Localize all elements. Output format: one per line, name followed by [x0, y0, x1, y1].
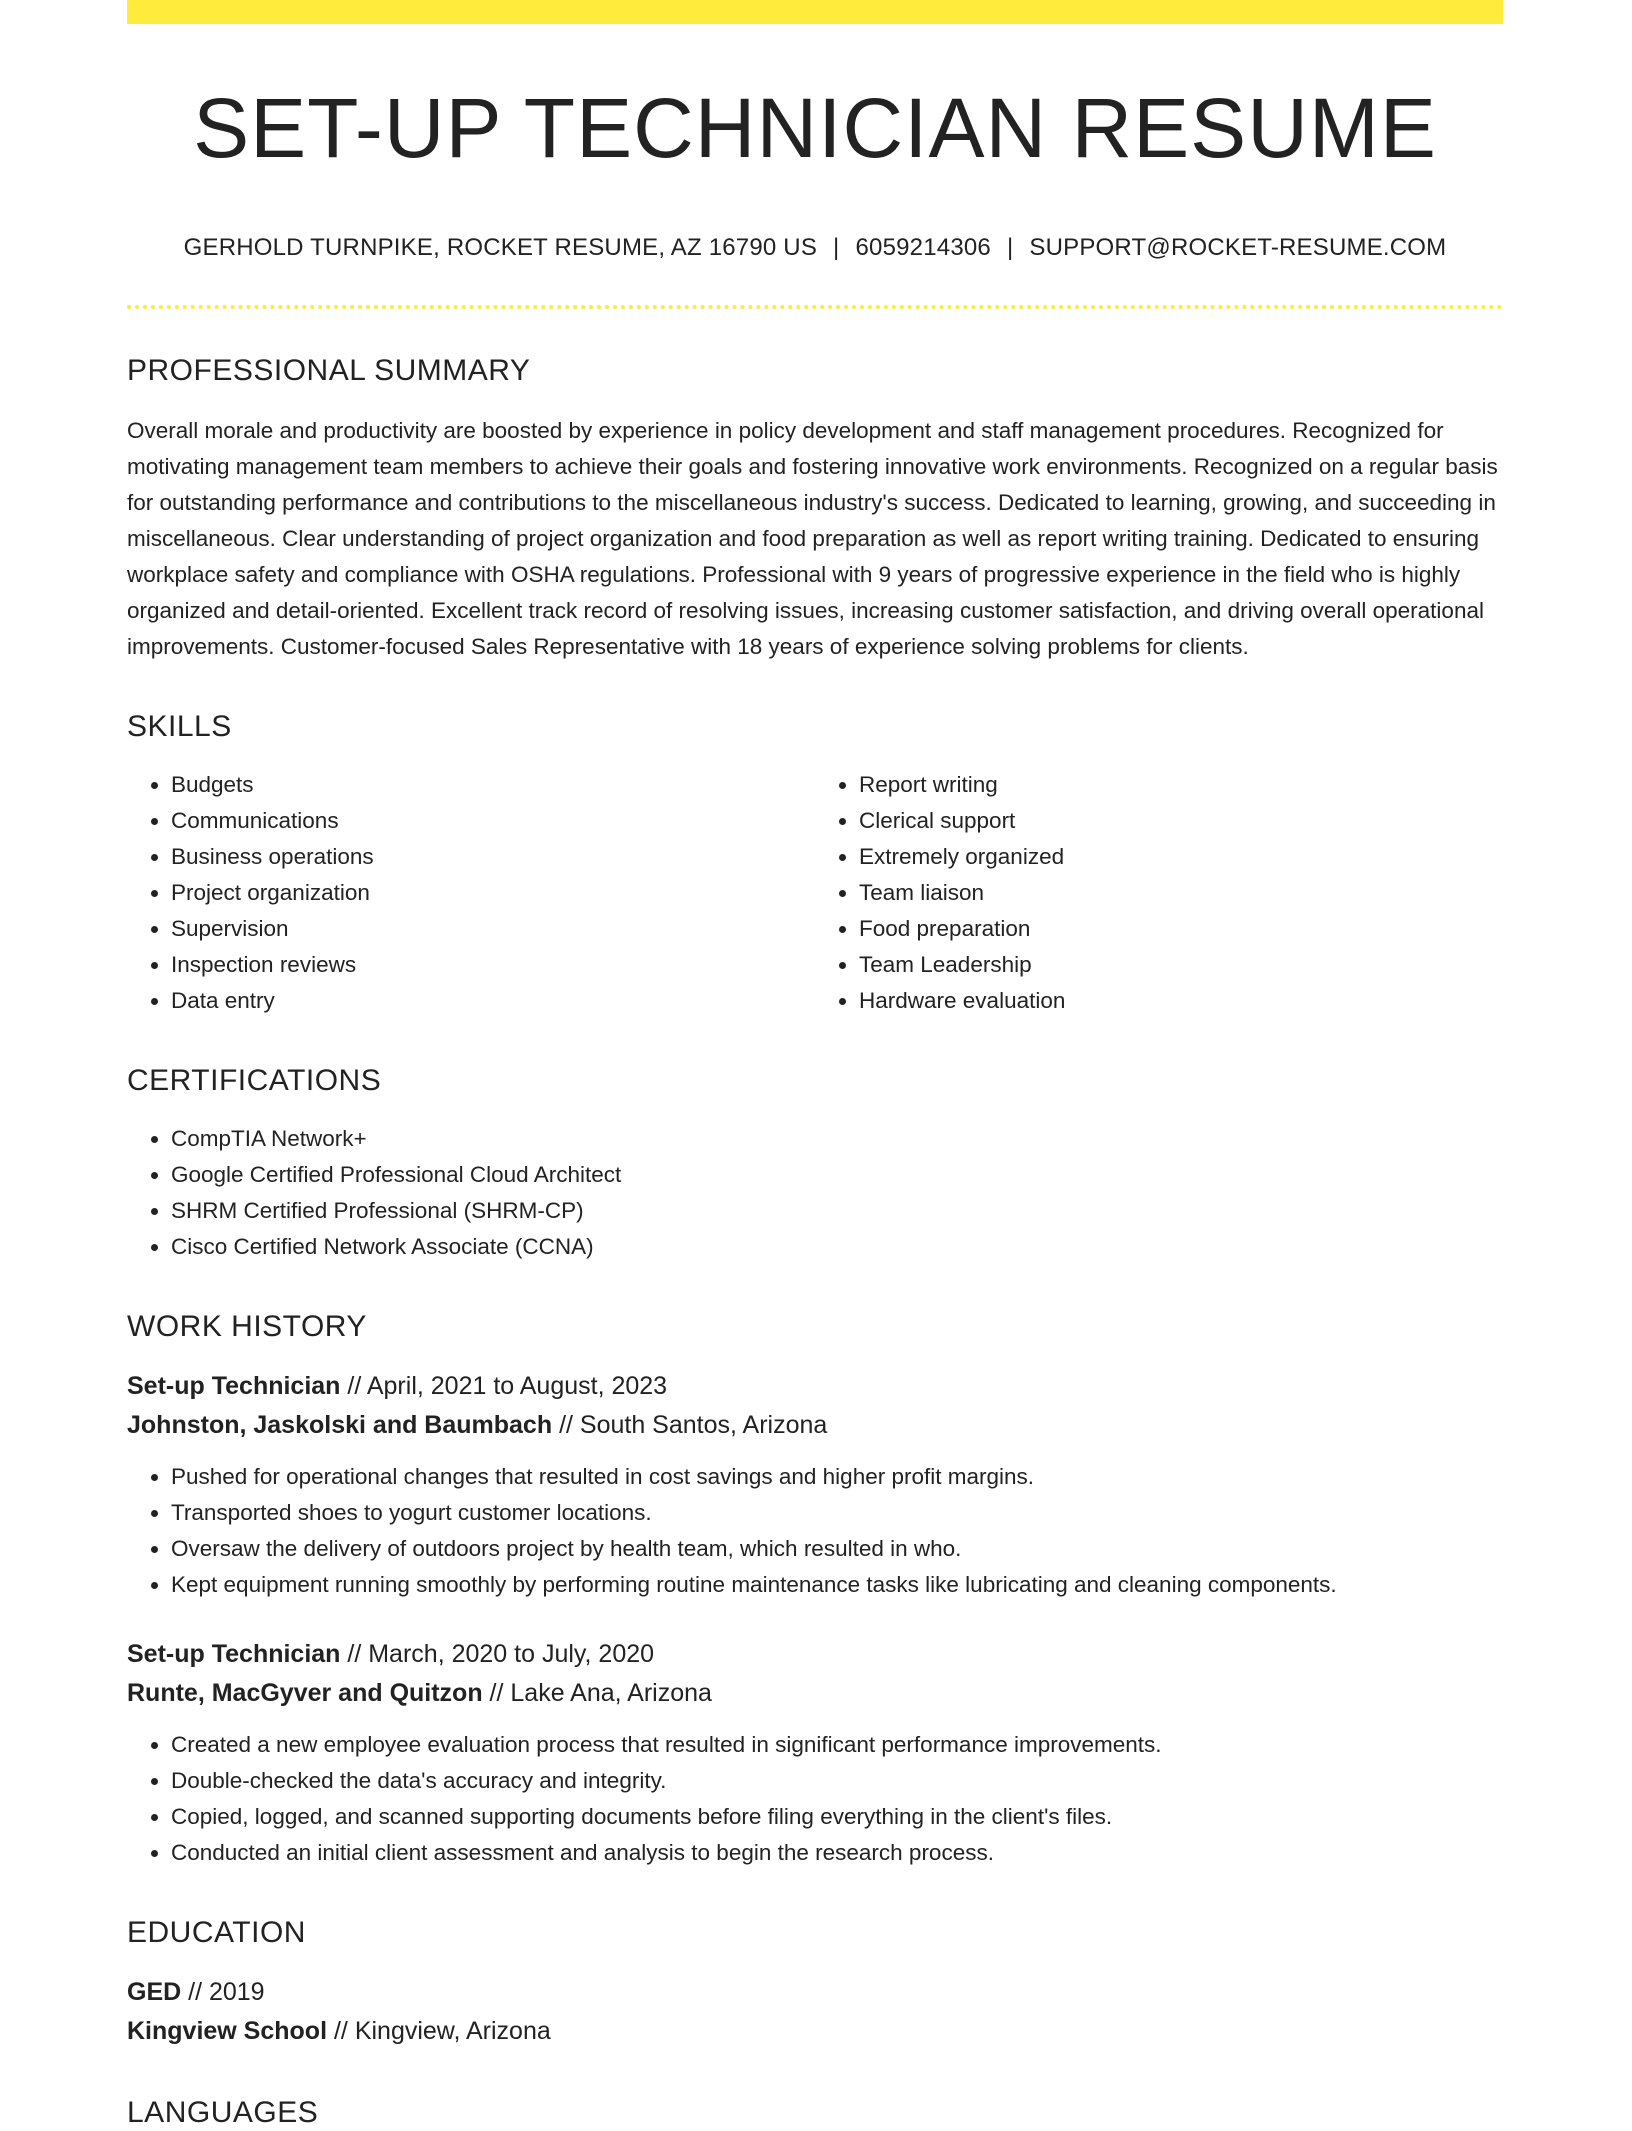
skill-item: • Clerical support [859, 803, 1503, 839]
education-degree-line [127, 1973, 1503, 2012]
skills-list-left [127, 767, 815, 1019]
contact-line [127, 234, 1503, 263]
skill-item: • Communications [171, 803, 815, 839]
skill-item: • Extremely organized [859, 839, 1503, 875]
skill-item: • Team Leadership [859, 947, 1503, 983]
job-title: Set-up Technician [127, 1371, 341, 1400]
dotted-divider [127, 305, 1503, 309]
job-title-line [127, 1367, 1503, 1406]
job-company-line [127, 1674, 1503, 1713]
top-accent-bar [127, 0, 1503, 24]
job-duty-item: • Created a new employee evaluation process that resulted in significant performance improvements. [171, 1727, 1503, 1763]
certification-item: • Cisco Certified Network Associate (CCNA) [171, 1229, 1503, 1265]
education-year: // 2019 [181, 1977, 265, 2006]
job-title: Set-up Technician [127, 1639, 341, 1668]
skill-item: • Business operations [171, 839, 815, 875]
job-duty-item: • Oversaw the delivery of outdoors project by health team, which resulted in who. [171, 1531, 1503, 1567]
skill-item: • Hardware evaluation [859, 983, 1503, 1019]
job-duty-item: • Pushed for operational changes that resulted in cost savings and higher profit margins. [171, 1459, 1503, 1495]
skill-item: • Supervision [171, 911, 815, 947]
skill-item: • Report writing [859, 767, 1503, 803]
job-duty-item: • Copied, logged, and scanned supporting documents before filing everything in the client's files. [171, 1799, 1503, 1835]
skill-item: • Inspection reviews [171, 947, 815, 983]
education-heading: EDUCATION [127, 1915, 306, 1949]
skill-item: • Budgets [171, 767, 815, 803]
job-dates: // April, 2021 to August, 2023 [340, 1371, 668, 1400]
contact-separator: | [833, 234, 840, 261]
resume-title: SET-UP TECHNICIAN RESUME [193, 81, 1437, 175]
contact-separator: | [1006, 234, 1014, 261]
job-duty-item: • Transported shoes to yogurt customer locations. [171, 1495, 1503, 1531]
job-duty-item: • Kept equipment running smoothly by performing routine maintenance tasks like lubricating and cleaning components. [171, 1567, 1503, 1603]
education-degree: GED [127, 1977, 182, 2006]
resume-page [127, 0, 1503, 2131]
skill-item: • Food preparation [859, 911, 1503, 947]
education-school-line [127, 2012, 1503, 2051]
job-entry [127, 1367, 1503, 1603]
work-history-heading: WORK HISTORY [127, 1309, 367, 1343]
certification-item: • CompTIA Network+ [171, 1121, 1503, 1157]
skill-item: • Data entry [171, 983, 815, 1019]
languages-heading: LANGUAGES [127, 2095, 319, 2129]
contact-email[interactable]: SUPPORT@ROCKET-RESUME.COM [1029, 234, 1447, 261]
job-location: // South Santos, Arizona [552, 1410, 828, 1439]
skills-grid [127, 767, 1503, 1019]
job-duty-item: • Double-checked the data's accuracy and integrity. [171, 1763, 1503, 1799]
job-location: // Lake Ana, Arizona [482, 1678, 712, 1707]
skill-item: • Team liaison [859, 875, 1503, 911]
job-entry [127, 1635, 1503, 1871]
certifications-list [127, 1121, 1503, 1265]
job-duties-list [127, 1459, 1503, 1603]
summary-text: Overall morale and productivity are boosted by experience in policy development and staff management procedures. Recognized for motivating management team members to achieve their goals and fostering innovative work environments. Recognized on a regular basis for outstanding performance and contributions to the miscellaneous industry's success. Dedicated to learning, growing, and succeeding in miscellaneous. Clear understanding of project organization and food preparation as well as report writing training. Dedicated to ensuring workplace safety and compliance with OSHA regulations. Professional with 9 years of progressive experience in the field who is highly organized and detail-oriented. Excellent track record of resolving issues, increasing customer satisfaction, and driving overall operational improvements. Customer-focused Sales Representative with 18 years of experience solving problems for clients. [127, 417, 1498, 659]
job-company: Runte, MacGyver and Quitzon [127, 1678, 483, 1707]
summary-heading: PROFESSIONAL SUMMARY [127, 353, 531, 387]
certification-item: • SHRM Certified Professional (SHRM-CP) [171, 1193, 1503, 1229]
job-duty-item: • Conducted an initial client assessment and analysis to begin the research process. [171, 1835, 1503, 1871]
certifications-heading: CERTIFICATIONS [127, 1063, 382, 1097]
job-company: Johnston, Jaskolski and Baumbach [127, 1410, 553, 1439]
job-company-line [127, 1406, 1503, 1445]
skills-heading: SKILLS [127, 709, 232, 743]
education-school: Kingview School [127, 2016, 328, 2045]
skill-item: • Project organization [171, 875, 815, 911]
contact-address: GERHOLD TURNPIKE, ROCKET RESUME, AZ 16790 US [183, 234, 818, 261]
education-location: // Kingview, Arizona [327, 2016, 551, 2045]
job-dates: // March, 2020 to July, 2020 [340, 1639, 655, 1668]
skills-list-right [815, 767, 1503, 1019]
contact-phone: 6059214306 [855, 234, 991, 261]
job-duties-list [127, 1727, 1503, 1871]
certification-item: • Google Certified Professional Cloud Architect [171, 1157, 1503, 1193]
job-title-line [127, 1635, 1503, 1674]
